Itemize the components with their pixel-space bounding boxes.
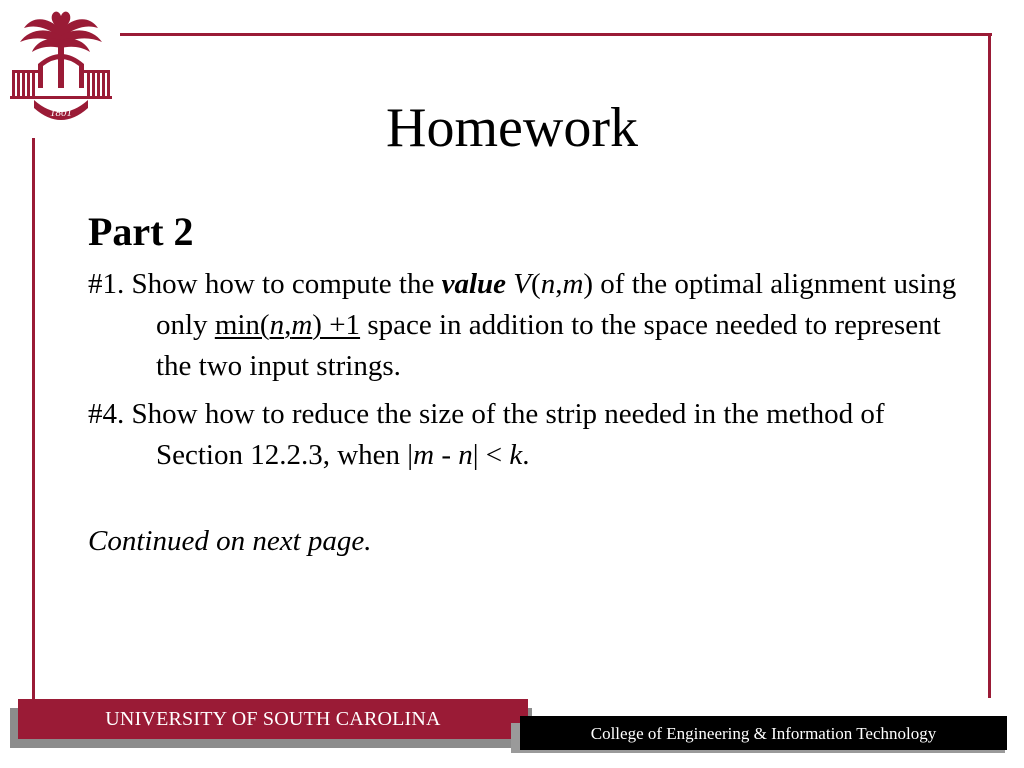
university-bar: UNIVERSITY OF SOUTH CAROLINA bbox=[18, 699, 528, 739]
item1-text-a: #1. Show how to compute the bbox=[88, 268, 442, 300]
frame-top-border bbox=[120, 33, 992, 36]
item1-text-b: ) of the optimal alignment using only bbox=[156, 268, 957, 341]
item1-n: n bbox=[540, 268, 556, 300]
college-bar: College of Engineering & Information Technology bbox=[520, 716, 1007, 750]
item1-v: V bbox=[513, 268, 532, 300]
item1-min: min( bbox=[214, 309, 270, 341]
item1-min-close: ) +1 bbox=[312, 309, 361, 341]
item4-period: . bbox=[522, 439, 530, 471]
slide-content bbox=[88, 208, 968, 562]
item1-text-c: space in addition to the space needed to represent the two input strings. bbox=[156, 309, 941, 382]
item1-comma: , bbox=[555, 268, 563, 300]
item1-paren-open: ( bbox=[531, 268, 541, 300]
seal-year: 1801 bbox=[50, 107, 72, 119]
item4-minus: - bbox=[434, 439, 459, 471]
item4-n: n bbox=[458, 439, 473, 471]
item1-min-n: n bbox=[269, 309, 285, 341]
homework-item-1 bbox=[88, 264, 968, 387]
slide-title: Homework bbox=[386, 97, 638, 159]
item1-min-m: m bbox=[291, 309, 313, 341]
part-heading: Part 2 bbox=[88, 209, 194, 254]
item4-k: k bbox=[509, 439, 523, 471]
continued-note: Continued on next page. bbox=[88, 525, 372, 557]
frame-left-border bbox=[32, 138, 35, 703]
item1-m: m bbox=[562, 268, 584, 300]
item4-lt: | < bbox=[472, 439, 510, 471]
homework-item-4 bbox=[88, 394, 968, 476]
item4-text-a: #4. Show how to reduce the size of the strip needed in the method of Section 12.2.3, when | bbox=[88, 398, 885, 471]
item1-value-emphasis: value bbox=[441, 268, 507, 300]
item1-min-comma: , bbox=[284, 309, 292, 341]
item1-min-expression bbox=[215, 309, 360, 341]
item4-m: m bbox=[413, 439, 435, 471]
